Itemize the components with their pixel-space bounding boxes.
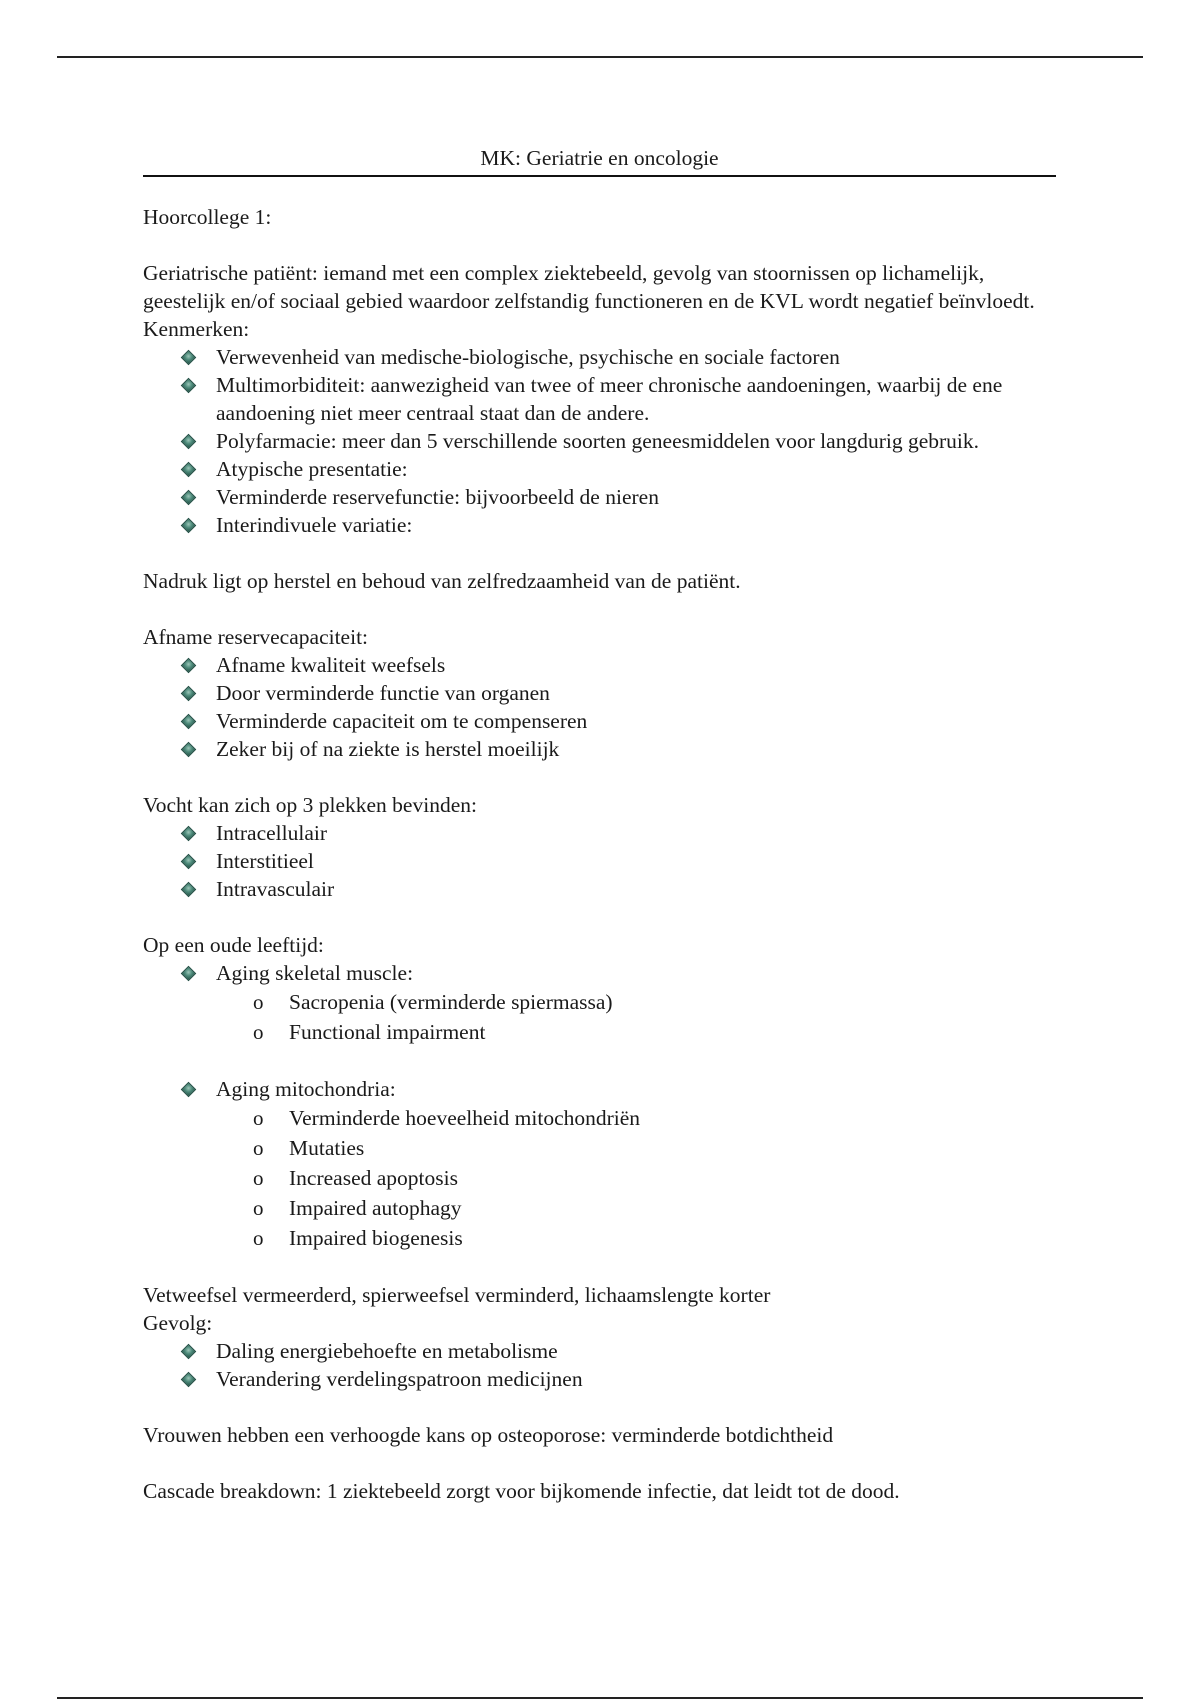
list-item-text: Interindivuele variatie:	[216, 513, 413, 537]
sub-list-item-text: Functional impairment	[289, 1020, 486, 1044]
lecture-heading: Hoorcollege 1:	[143, 205, 272, 229]
list-item	[143, 1365, 1056, 1393]
list-item	[143, 735, 1056, 763]
document-page	[143, 143, 1056, 1505]
list-item	[143, 455, 1056, 483]
spacer	[143, 595, 1056, 623]
list-item-text: Zeker bij of na ziekte is herstel moeilijk	[216, 737, 560, 761]
list-item	[143, 847, 1056, 875]
list-item	[143, 1075, 1056, 1103]
diamond-bullet-icon	[181, 518, 197, 534]
diamond-bullet-icon	[181, 1372, 197, 1388]
definition-paragraph: Geriatrische patiënt: iemand met een complex ziektebeeld, gevolg van stoornissen op lichamelijk, geestelijk en/of sociaal gebied waardoor zelfstandig functioneren en de KVL wordt negatief beïnvloedt.	[143, 261, 1035, 313]
sub-list-item	[143, 1163, 1056, 1193]
list-item	[143, 483, 1056, 511]
list-item-text: Daling energiebehoefte en metabolisme	[216, 1339, 558, 1363]
diamond-bullet-icon	[181, 462, 197, 478]
spacer	[143, 1253, 1056, 1281]
diamond-bullet-icon	[181, 826, 197, 842]
list-item-text: Afname kwaliteit weefsels	[216, 653, 446, 677]
diamond-bullet-icon	[181, 966, 197, 982]
body-statement: Vetweefsel vermeerderd, spierweefsel verminderd, lichaamslengte korter	[143, 1283, 771, 1307]
sub-list-item-text: Verminderde hoeveelheid mitochondriën	[289, 1106, 641, 1130]
bottom-page-rule	[57, 1697, 1143, 1699]
spacer	[143, 903, 1056, 931]
list-item	[143, 1337, 1056, 1365]
mito-sub-list	[143, 1103, 1056, 1253]
diamond-bullet-icon	[181, 686, 197, 702]
list-item	[143, 679, 1056, 707]
document-header	[143, 143, 1056, 177]
circle-bullet-icon: o	[253, 1226, 264, 1250]
sub-list-item	[143, 987, 1056, 1017]
list-item-text: Intracellulair	[216, 821, 328, 845]
list-item	[143, 511, 1056, 539]
sub-list-item	[143, 1193, 1056, 1223]
sub-list-item	[143, 1133, 1056, 1163]
diamond-bullet-icon	[181, 742, 197, 758]
list-item-text: Polyfarmacie: meer dan 5 verschillende soorten geneesmiddelen voor langdurig gebruik.	[216, 429, 979, 453]
diamond-bullet-icon	[181, 490, 197, 506]
list-item-text: Verminderde reservefunctie: bijvoorbeeld de nieren	[216, 485, 659, 509]
circle-bullet-icon: o	[253, 1020, 264, 1044]
list-item	[143, 875, 1056, 903]
aging-list	[143, 959, 1056, 987]
diamond-bullet-icon	[181, 854, 197, 870]
circle-bullet-icon: o	[253, 990, 264, 1014]
spacer	[143, 1449, 1056, 1477]
list-item	[143, 427, 1056, 455]
spacer	[143, 1047, 1056, 1075]
list-item	[143, 959, 1056, 987]
circle-bullet-icon: o	[253, 1106, 264, 1130]
list-item-text: Aging skeletal muscle:	[216, 961, 414, 985]
sub-list-item-text: Increased apoptosis	[289, 1166, 458, 1190]
sub-list-item-text: Impaired biogenesis	[289, 1226, 463, 1250]
list-item-text: Aging mitochondria:	[216, 1077, 396, 1101]
aging-heading: Op een oude leeftijd:	[143, 933, 324, 957]
consequence-heading: Gevolg:	[143, 1311, 213, 1335]
list-item	[143, 343, 1056, 371]
fluid-heading: Vocht kan zich op 3 plekken bevinden:	[143, 793, 477, 817]
diamond-bullet-icon	[181, 658, 197, 674]
list-item-text: Verwevenheid van medische-biologische, psychische en sociale factoren	[216, 345, 840, 369]
diamond-bullet-icon	[181, 434, 197, 450]
list-item	[143, 819, 1056, 847]
document-title: MK: Geriatrie en oncologie	[480, 146, 719, 170]
list-item	[143, 371, 1056, 427]
circle-bullet-icon: o	[253, 1166, 264, 1190]
circle-bullet-icon: o	[253, 1136, 264, 1160]
diamond-bullet-icon	[181, 1344, 197, 1360]
list-item-text: Verandering verdelingspatroon medicijnen	[216, 1367, 583, 1391]
list-item-text: Verminderde capaciteit om te compenseren	[216, 709, 588, 733]
sub-list-item	[143, 1223, 1056, 1253]
sub-list-item-text: Sacropenia (verminderde spiermassa)	[289, 990, 613, 1014]
features-heading: Kenmerken:	[143, 317, 250, 341]
spacer	[143, 1393, 1056, 1421]
diamond-bullet-icon	[181, 882, 197, 898]
list-item-text: Intravasculair	[216, 877, 335, 901]
consequence-list	[143, 1337, 1056, 1393]
osteoporosis-paragraph: Vrouwen hebben een verhoogde kans op osteoporose: verminderde botdichtheid	[143, 1423, 834, 1447]
features-list	[143, 343, 1056, 539]
sub-list-item	[143, 1017, 1056, 1047]
list-item-text: Interstitieel	[216, 849, 314, 873]
reserve-heading: Afname reservecapaciteit:	[143, 625, 369, 649]
diamond-bullet-icon	[181, 378, 197, 394]
spacer	[143, 763, 1056, 791]
emphasis-paragraph: Nadruk ligt op herstel en behoud van zelfredzaamheid van de patiënt.	[143, 569, 741, 593]
sub-list-item-text: Impaired autophagy	[289, 1196, 462, 1220]
list-item-text: Atypische presentatie:	[216, 457, 408, 481]
list-item	[143, 651, 1056, 679]
cascade-paragraph: Cascade breakdown: 1 ziektebeeld zorgt voor bijkomende infectie, dat leidt tot de dood.	[143, 1479, 900, 1503]
circle-bullet-icon: o	[253, 1196, 264, 1220]
sub-list-item-text: Mutaties	[289, 1136, 365, 1160]
diamond-bullet-icon	[181, 350, 197, 366]
diamond-bullet-icon	[181, 714, 197, 730]
spacer	[143, 231, 1056, 259]
reserve-list	[143, 651, 1056, 763]
aging-list-continued	[143, 1075, 1056, 1103]
list-item-text: Multimorbiditeit: aanwezigheid van twee of meer chronische aandoeningen, waarbij de ene aandoening niet meer centraal staat dan de andere.	[216, 373, 1003, 425]
spacer	[143, 539, 1056, 567]
top-page-rule	[57, 56, 1143, 58]
sub-list-item	[143, 1103, 1056, 1133]
diamond-bullet-icon	[181, 1082, 197, 1098]
muscle-sub-list	[143, 987, 1056, 1047]
list-item	[143, 707, 1056, 735]
list-item-text: Door verminderde functie van organen	[216, 681, 550, 705]
fluid-list	[143, 819, 1056, 903]
